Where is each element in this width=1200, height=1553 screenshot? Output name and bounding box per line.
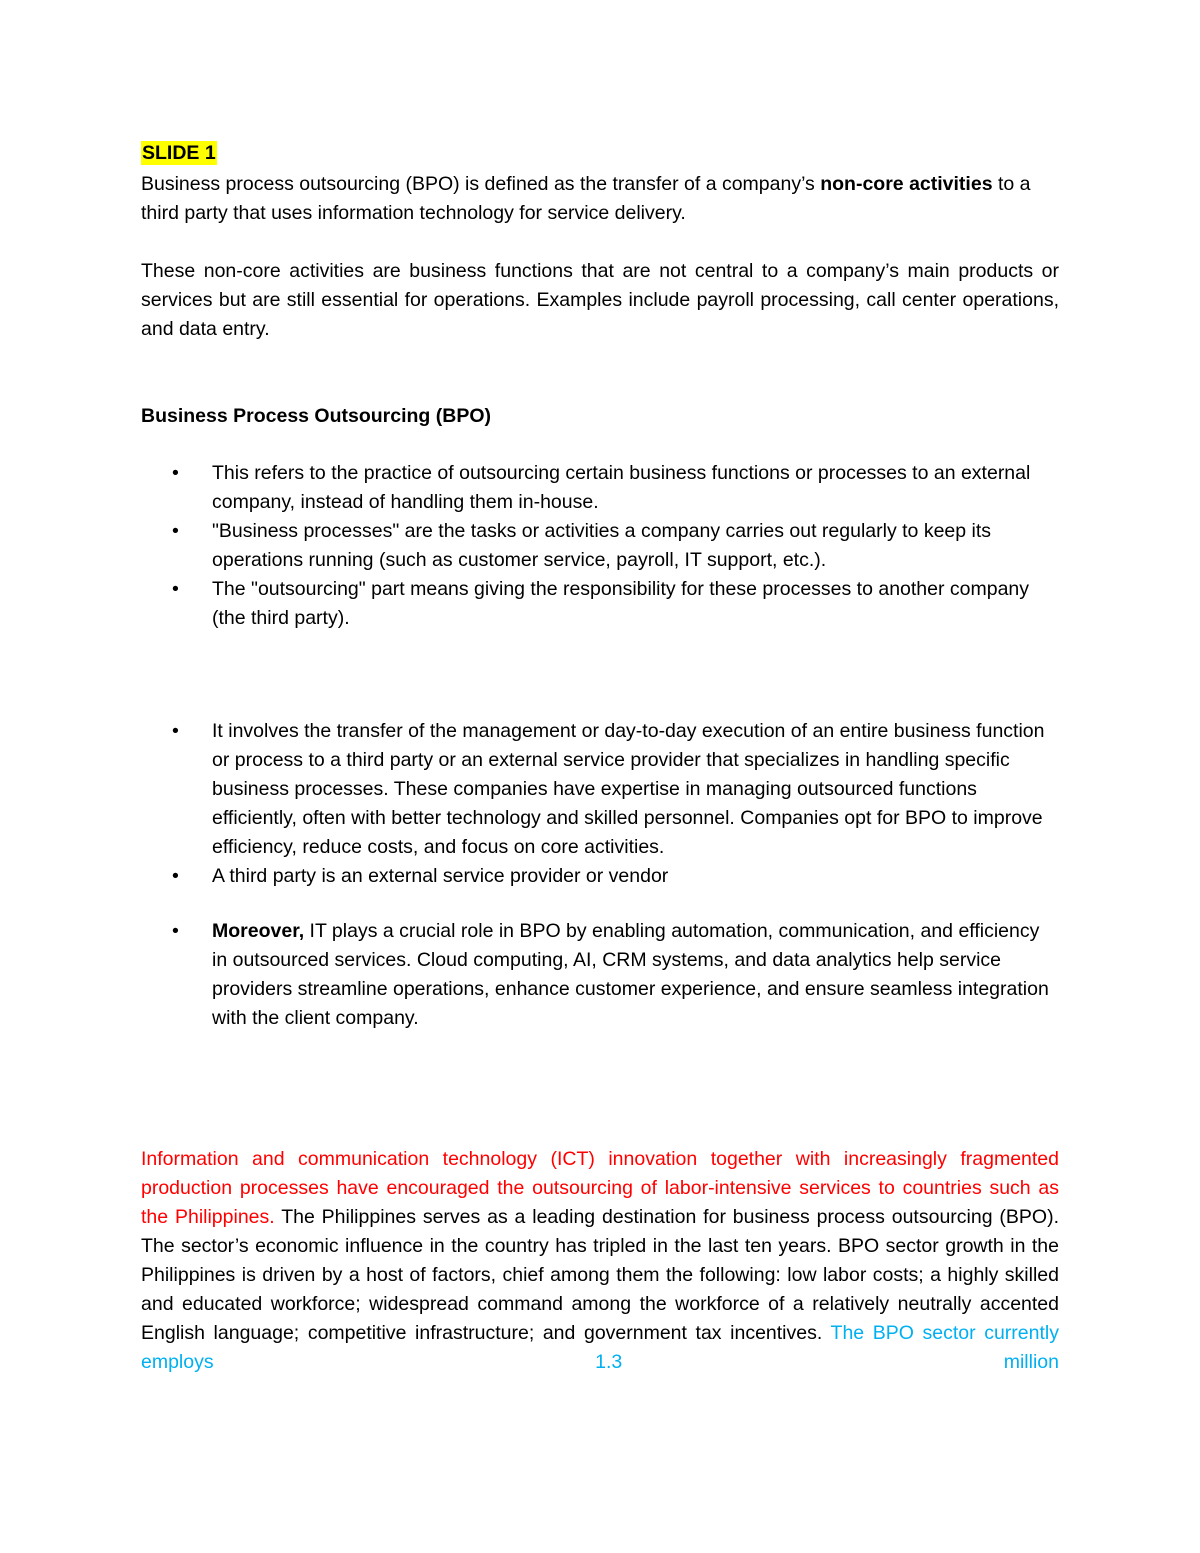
black-text: The Philippines serves as a leading destination for business process outsourcing (BPO). The sector’s economic influence in the country has tripled in the last ten years. BPO sector growth in the Philippines is driven by a host of factors, chief among them the following: low labor costs; a highly skilled and educated workforce; widespread command among the workforce of a relatively neutrally accented English language; competitive infrastructure; and government tax incentives. <box>141 1206 1059 1344</box>
list-item <box>141 862 1059 891</box>
list-item-text: IT plays a crucial role in BPO by enabling automation, communication, and efficiency in outsourced services. Cloud computing, AI, CRM systems, and data analytics help service providers streamline operations, enhance customer experience, and ensure seamless integration with the client company. <box>212 920 1049 1029</box>
red-text: Information and communication technology (ICT) innovation together with increasingly fragmented production processes have encouraged the outsourcing of labor-intensive services to countries such as the Philippines. <box>141 1148 1059 1228</box>
bullet-list-2 <box>141 717 1059 1033</box>
list-item-text: The "outsourcing" part means giving the responsibility for these processes to another company (the third party). <box>212 578 1030 629</box>
list-item <box>141 575 1059 633</box>
list-item <box>141 517 1059 575</box>
intro-bold-text: non-core activities <box>820 173 993 195</box>
moreover-bold-text: Moreover, <box>212 920 305 942</box>
intro-text-2: to a third party that uses information technology for service delivery. <box>141 173 1031 224</box>
intro-text-1: Business process outsourcing (BPO) is defined as the transfer of a company’s <box>141 173 821 195</box>
definition-paragraph: These non-core activities are business functions that are not central to a company’s main products or services but are still essential for operations. Examples include payroll processing, call center operations, and data entry. <box>141 260 1059 340</box>
slide-label <box>141 141 1059 170</box>
list-item <box>141 917 1059 1033</box>
bullet-icon: • <box>172 865 179 887</box>
bullet-icon: • <box>172 520 179 542</box>
list-item-text: It involves the transfer of the management or day-to-day execution of an entire business function or process to a third party or an external service provider that specializes in handling specific business processes. These companies have expertise in managing outsourced functions efficiently, often with better technology and skilled personnel. Companies opt for BPO to improve efficiency, reduce costs, and focus on core activities. <box>212 720 1045 858</box>
list-item <box>141 459 1059 517</box>
blue-text: The BPO sector currently employs 1.3 million <box>141 1322 1059 1373</box>
bullet-icon: • <box>172 462 179 484</box>
document-body <box>141 141 1059 1377</box>
bullet-icon: • <box>172 920 179 942</box>
section-heading: Business Process Outsourcing (BPO) <box>141 405 492 427</box>
bullet-list-1 <box>141 459 1059 633</box>
intro-paragraph <box>141 170 1059 228</box>
bullet-icon: • <box>172 720 179 742</box>
list-item-text: A third party is an external service provider or vendor <box>212 865 669 887</box>
list-item-text: "Business processes" are the tasks or activities a company carries out regularly to keep its operations running (such as customer service, payroll, IT support, etc.). <box>212 520 992 571</box>
bullet-icon: • <box>172 578 179 600</box>
final-paragraph <box>141 1145 1059 1377</box>
list-item-text: This refers to the practice of outsourcing certain business functions or processes to an external company, instead of handling them in-house. <box>212 462 1031 513</box>
list-item <box>141 717 1059 862</box>
slide-label-highlight: SLIDE 1 <box>142 142 216 164</box>
